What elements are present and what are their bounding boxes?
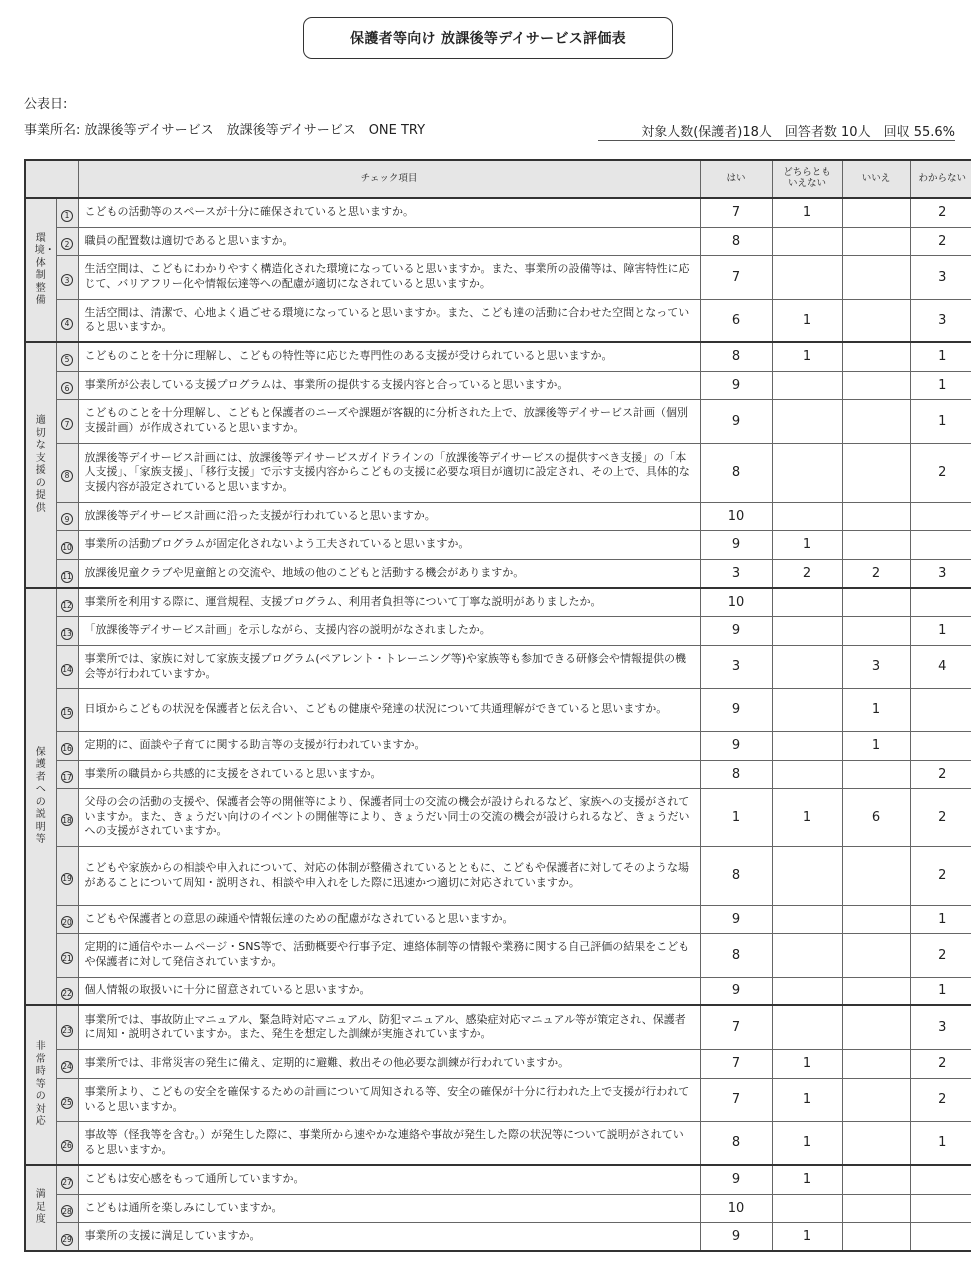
count-unknown	[910, 1165, 971, 1194]
count-unknown: 2	[910, 846, 971, 905]
item-number: 17	[62, 772, 72, 782]
item-number: 7	[61, 418, 73, 430]
table-row	[25, 399, 971, 443]
question-text: こどものことを十分に理解し、こどもの特性等に応じた専門性のある支援が受けられていると思いますか。	[78, 342, 700, 371]
count-neither	[772, 905, 842, 933]
count-neither	[772, 399, 842, 443]
count-unknown: 3	[910, 299, 971, 342]
count-no	[842, 530, 910, 559]
count-unknown: 3	[910, 255, 971, 299]
count-yes: 8	[700, 443, 772, 502]
item-number-cell	[56, 559, 78, 588]
count-unknown: 2	[910, 1078, 971, 1121]
question-text: 父母の会の活動の支援や、保護者会等の開催等により、保護者同士の交流の機会が設けられるなど、家族への支援がされていますか。また、きょうだい向けのイベントの開催等により、きょうだい同士の交流の機会が設けられるなど、きょうだいへの支援がされていますか。	[78, 788, 700, 846]
item-number-cell	[56, 760, 78, 788]
count-yes: 6	[700, 299, 772, 342]
header-blank	[25, 160, 78, 198]
table-row	[25, 1165, 971, 1194]
question-text: 事業所の支援に満足していますか。	[78, 1222, 700, 1251]
count-neither: 1	[772, 1222, 842, 1251]
table-row	[25, 443, 971, 502]
category-label: 満足度	[35, 1189, 46, 1226]
count-unknown	[910, 588, 971, 616]
table-row	[25, 905, 971, 933]
question-text: 放課後等デイサービス計画には、放課後等デイサービスガイドラインの「放課後等デイサービスの提供すべき支援」の「本人支援」、「家族支援」、「移行支援」で示す支援内容からこどもの支援に必要な項目が適切に設定され、その上で、具体的な支援内容が設定されていると思いますか。	[78, 443, 700, 502]
item-number-cell	[56, 530, 78, 559]
item-number: 20	[62, 917, 72, 927]
table-row	[25, 227, 971, 255]
item-number-cell	[56, 1049, 78, 1078]
count-no: 2	[842, 559, 910, 588]
count-yes: 9	[700, 1222, 772, 1251]
count-yes: 9	[700, 1165, 772, 1194]
count-neither	[772, 977, 842, 1005]
count-no	[842, 1165, 910, 1194]
item-number-cell	[56, 227, 78, 255]
count-unknown: 2	[910, 760, 971, 788]
table-row	[25, 1194, 971, 1222]
question-text: 事業所を利用する際に、運営規程、支援プログラム、利用者負担等について丁寧な説明がありましたか。	[78, 588, 700, 616]
item-number-cell	[56, 255, 78, 299]
question-text: 事業所では、事故防止マニュアル、緊急時対応マニュアル、防犯マニュアル、感染症対応マニュアル等が策定され、保護者に周知・説明されていますか。また、発生を想定した訓練が実施されていますか。	[78, 1005, 700, 1049]
item-number: 25	[62, 1098, 72, 1107]
item-number: 13	[62, 629, 72, 638]
question-text: 放課後等デイサービス計画に沿った支援が行われていると思いますか。	[78, 502, 700, 530]
table-row	[25, 371, 971, 399]
count-yes: 7	[700, 198, 772, 227]
item-number: 22	[62, 989, 72, 999]
count-no	[842, 1005, 910, 1049]
table-row	[25, 760, 971, 788]
question-text: 放課後児童クラブや児童館との交流や、地域の他のこどもと活動する機会がありますか。	[78, 559, 700, 588]
count-neither: 1	[772, 198, 842, 227]
item-number: 23	[62, 1025, 72, 1035]
category-cell	[25, 198, 56, 342]
count-unknown: 3	[910, 559, 971, 588]
header-no: いいえ	[842, 160, 910, 198]
count-no	[842, 1078, 910, 1121]
table-header-row	[25, 160, 971, 198]
count-yes: 7	[700, 1005, 772, 1049]
table-row	[25, 299, 971, 342]
count-neither	[772, 1005, 842, 1049]
item-number: 1	[61, 210, 73, 222]
count-yes: 8	[700, 1121, 772, 1165]
table-row	[25, 616, 971, 645]
item-number-cell	[56, 443, 78, 502]
count-no	[842, 227, 910, 255]
table-row	[25, 731, 971, 760]
count-yes: 10	[700, 502, 772, 530]
table-row	[25, 846, 971, 905]
count-unknown: 1	[910, 616, 971, 645]
count-no	[842, 616, 910, 645]
count-unknown: 1	[910, 371, 971, 399]
question-text: 事業所より、こどもの安全を確保するための計画について周知される等、安全の確保が十分に行われた上で支援が行われていると思いますか。	[78, 1078, 700, 1121]
count-neither	[772, 731, 842, 760]
response-stats: 対象人数(保護者)18人 回答者数 10人 回収 55.6%	[641, 125, 955, 140]
count-unknown: 1	[910, 399, 971, 443]
question-text: こどもや家族からの相談や申入れについて、対応の体制が整備されているとともに、こどもや保護者に対してそのような場があることについて周知・説明され、相談や申入れをした際に迅速かつ適切に対応されていますか。	[78, 846, 700, 905]
count-neither	[772, 760, 842, 788]
header-neither: どちらとも いえない	[772, 160, 842, 198]
count-neither: 1	[772, 1049, 842, 1078]
count-no	[842, 977, 910, 1005]
category-label: 適切な支援の提供	[35, 415, 46, 514]
table-row	[25, 645, 971, 688]
count-no	[842, 846, 910, 905]
item-number-cell	[56, 731, 78, 760]
item-number: 21	[62, 953, 72, 963]
item-number-cell	[56, 1194, 78, 1222]
question-text: 定期的に、面談や子育てに関する助言等の支援が行われていますか。	[78, 731, 700, 760]
item-number-cell	[56, 616, 78, 645]
table-row	[25, 1078, 971, 1121]
question-text: 個人情報の取扱いに十分に留意されていると思いますか。	[78, 977, 700, 1005]
table-row	[25, 1222, 971, 1251]
question-text: こどものことを十分理解し、こどもと保護者のニーズや課題が客観的に分析された上で、放課後等デイサービス計画（個別支援計画）が作成されていると思いますか。	[78, 399, 700, 443]
count-unknown: 2	[910, 443, 971, 502]
count-yes: 3	[700, 645, 772, 688]
count-no	[842, 1222, 910, 1251]
count-unknown	[910, 1222, 971, 1251]
question-text: 生活空間は、こどもにわかりやすく構造化された環境になっていると思いますか。また、事業所の設備等は、障害特性に応じて、バリアフリー化や情報伝達等への配慮が適切になされていると思いますか。	[78, 255, 700, 299]
table-row	[25, 255, 971, 299]
header-check-item: チェック項目	[78, 160, 700, 198]
count-no: 1	[842, 731, 910, 760]
count-no	[842, 933, 910, 977]
item-number: 9	[61, 513, 73, 525]
item-number: 27	[62, 1178, 72, 1188]
item-number-cell	[56, 1121, 78, 1165]
item-number-cell	[56, 588, 78, 616]
count-neither	[772, 502, 842, 530]
item-number: 4	[61, 318, 73, 330]
count-neither: 1	[772, 1165, 842, 1194]
item-number: 11	[62, 571, 72, 581]
count-unknown: 2	[910, 198, 971, 227]
count-no	[842, 198, 910, 227]
item-number: 14	[62, 665, 72, 674]
evaluation-table	[24, 159, 971, 1252]
count-no	[842, 905, 910, 933]
item-number-cell	[56, 933, 78, 977]
category-cell	[25, 588, 56, 1005]
count-no	[842, 255, 910, 299]
question-text: 「放課後等デイサービス計画」を示しながら、支援内容の説明がなされましたか。	[78, 616, 700, 645]
item-number: 15	[62, 708, 72, 717]
count-no	[842, 1121, 910, 1165]
item-number: 10	[62, 543, 72, 552]
question-text: こどもは安心感をもって通所していますか。	[78, 1165, 700, 1194]
count-neither	[772, 588, 842, 616]
count-neither	[772, 227, 842, 255]
count-no	[842, 1194, 910, 1222]
count-no	[842, 760, 910, 788]
category-label: 保護者への説明等	[35, 746, 46, 845]
office-name: 事業所名: 放課後等デイサービス 放課後等デイサービス ONE TRY	[24, 123, 426, 138]
count-no	[842, 399, 910, 443]
table-row	[25, 688, 971, 731]
question-text: こどもの活動等のスペースが十分に確保されていると思いますか。	[78, 198, 700, 227]
category-cell	[25, 342, 56, 588]
count-neither: 1	[772, 1121, 842, 1165]
question-text: 事業所では、非常災害の発生に備え、定期的に避難、救出その他必要な訓練が行われていますか。	[78, 1049, 700, 1078]
item-number-cell	[56, 977, 78, 1005]
table-row	[25, 342, 971, 371]
count-unknown: 1	[910, 977, 971, 1005]
count-no: 3	[842, 645, 910, 688]
item-number-cell	[56, 502, 78, 530]
count-unknown: 2	[910, 933, 971, 977]
count-unknown	[910, 1194, 971, 1222]
count-yes: 1	[700, 788, 772, 846]
table-row	[25, 977, 971, 1005]
count-neither	[772, 371, 842, 399]
item-number: 28	[62, 1206, 72, 1216]
count-yes: 7	[700, 1078, 772, 1121]
item-number: 19	[62, 874, 72, 883]
table-row	[25, 1005, 971, 1049]
count-yes: 8	[700, 760, 772, 788]
item-number: 3	[61, 274, 73, 286]
count-yes: 9	[700, 731, 772, 760]
item-number-cell	[56, 299, 78, 342]
question-text: 職員の配置数は適切であると思いますか。	[78, 227, 700, 255]
count-neither	[772, 1194, 842, 1222]
published-date-label: 公表日:	[24, 97, 68, 112]
category-cell	[25, 1165, 56, 1251]
table-row	[25, 198, 971, 227]
table-row	[25, 1049, 971, 1078]
table-row	[25, 530, 971, 559]
count-unknown: 1	[910, 905, 971, 933]
item-number-cell	[56, 371, 78, 399]
count-yes: 8	[700, 227, 772, 255]
question-text: 事業所では、家族に対して家族支援プログラム(ペアレント・トレーニング等)や家族等も参加できる研修会や情報提供の機会等が行われていますか。	[78, 645, 700, 688]
item-number: 8	[61, 470, 73, 482]
count-yes: 9	[700, 616, 772, 645]
item-number-cell	[56, 645, 78, 688]
table-row	[25, 588, 971, 616]
item-number: 26	[62, 1141, 72, 1151]
page-title: 保護者等向け 放課後等デイサービス評価表	[303, 17, 673, 59]
count-neither	[772, 846, 842, 905]
item-number: 6	[61, 382, 73, 394]
count-neither: 1	[772, 1078, 842, 1121]
item-number: 24	[62, 1062, 72, 1071]
count-yes: 7	[700, 255, 772, 299]
item-number-cell	[56, 342, 78, 371]
count-unknown: 4	[910, 645, 971, 688]
count-yes: 9	[700, 905, 772, 933]
question-text: 事業所の職員から共感的に支援をされていると思いますか。	[78, 760, 700, 788]
item-number: 18	[62, 815, 72, 825]
count-yes: 3	[700, 559, 772, 588]
item-number-cell	[56, 1222, 78, 1251]
question-text: 事故等（怪我等を含む。）が発生した際に、事業所から速やかな連絡や事故が発生した際の状況等について説明がされていると思いますか。	[78, 1121, 700, 1165]
count-no	[842, 299, 910, 342]
header-unknown: わからない	[910, 160, 971, 198]
category-cell	[25, 1005, 56, 1165]
table-row	[25, 1121, 971, 1165]
count-neither	[772, 616, 842, 645]
count-unknown: 2	[910, 1049, 971, 1078]
count-yes: 9	[700, 399, 772, 443]
count-unknown	[910, 688, 971, 731]
count-no: 1	[842, 688, 910, 731]
table-row	[25, 788, 971, 846]
count-unknown	[910, 502, 971, 530]
item-number: 2	[61, 238, 73, 250]
count-yes: 8	[700, 933, 772, 977]
item-number-cell	[56, 1165, 78, 1194]
question-text: こどもは通所を楽しみにしていますか。	[78, 1194, 700, 1222]
table-row	[25, 502, 971, 530]
count-no	[842, 443, 910, 502]
item-number-cell	[56, 905, 78, 933]
question-text: 事業所が公表している支援プログラムは、事業所の提供する支援内容と合っていると思いますか。	[78, 371, 700, 399]
count-no	[842, 371, 910, 399]
count-yes: 9	[700, 371, 772, 399]
stats-underline	[598, 140, 955, 141]
question-text: 生活空間は、清潔で、心地よく過ごせる環境になっていると思いますか。また、こども達の活動に合わせた空間となっていると思いますか。	[78, 299, 700, 342]
count-no: 6	[842, 788, 910, 846]
count-neither: 1	[772, 788, 842, 846]
item-number: 16	[62, 744, 72, 753]
count-yes: 8	[700, 846, 772, 905]
item-number: 5	[61, 354, 73, 366]
count-yes: 10	[700, 1194, 772, 1222]
count-yes: 9	[700, 530, 772, 559]
item-number-cell	[56, 688, 78, 731]
count-unknown: 3	[910, 1005, 971, 1049]
count-unknown	[910, 530, 971, 559]
category-label: 非常時等の対応	[35, 1041, 46, 1128]
count-unknown: 2	[910, 227, 971, 255]
count-neither: 1	[772, 299, 842, 342]
item-number-cell	[56, 846, 78, 905]
count-neither: 2	[772, 559, 842, 588]
count-unknown	[910, 731, 971, 760]
count-neither	[772, 645, 842, 688]
count-no	[842, 502, 910, 530]
count-yes: 10	[700, 588, 772, 616]
count-neither	[772, 688, 842, 731]
count-no	[842, 588, 910, 616]
count-yes: 8	[700, 342, 772, 371]
count-no	[842, 342, 910, 371]
count-neither	[772, 933, 842, 977]
header-yes: はい	[700, 160, 772, 198]
count-unknown: 1	[910, 342, 971, 371]
count-no	[842, 1049, 910, 1078]
count-neither: 1	[772, 530, 842, 559]
item-number-cell	[56, 1005, 78, 1049]
question-text: 事業所の活動プログラムが固定化されないよう工夫されていると思いますか。	[78, 530, 700, 559]
count-unknown: 2	[910, 788, 971, 846]
count-yes: 9	[700, 977, 772, 1005]
question-text: こどもや保護者との意思の疎通や情報伝達のための配慮がなされていると思いますか。	[78, 905, 700, 933]
category-label: 環境・体制整備	[34, 232, 55, 306]
item-number-cell	[56, 788, 78, 846]
table-row	[25, 559, 971, 588]
count-yes: 9	[700, 688, 772, 731]
question-text: 日頃からこどもの状況を保護者と伝え合い、こどもの健康や発達の状況について共通理解ができていると思いますか。	[78, 688, 700, 731]
count-neither	[772, 255, 842, 299]
question-text: 定期的に通信やホームページ・SNS等で、活動概要や行事予定、連絡体制等の情報や業務に関する自己評価の結果をこどもや保護者に対して発信されていますか。	[78, 933, 700, 977]
count-unknown: 1	[910, 1121, 971, 1165]
item-number-cell	[56, 399, 78, 443]
count-yes: 7	[700, 1049, 772, 1078]
count-neither	[772, 443, 842, 502]
item-number: 29	[62, 1234, 72, 1244]
table-row	[25, 933, 971, 977]
item-number-cell	[56, 198, 78, 227]
item-number-cell	[56, 1078, 78, 1121]
count-neither: 1	[772, 342, 842, 371]
item-number: 12	[62, 600, 72, 610]
